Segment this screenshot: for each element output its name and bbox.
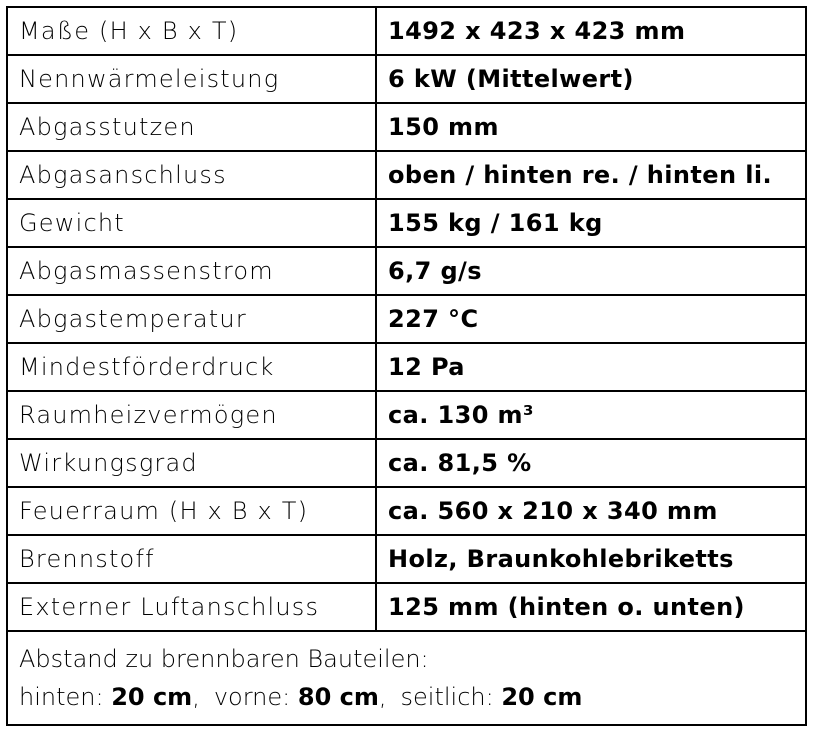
- clearance-front-value: 80 cm: [297, 683, 379, 711]
- spec-label: Raumheizvermögen: [7, 391, 376, 439]
- spec-row-minimum-draught: [7, 343, 806, 391]
- clearance-rear-label: hinten:: [19, 683, 104, 711]
- spec-value: oben / hinten re. / hinten li.: [376, 151, 806, 199]
- spec-label: Mindestförderdruck: [7, 343, 376, 391]
- spec-label: Maße (H x B x T): [7, 7, 376, 55]
- spec-label: Gewicht: [7, 199, 376, 247]
- spec-value: 1492 x 423 x 423 mm: [376, 7, 806, 55]
- spec-row-firebox: [7, 487, 806, 535]
- spec-row-flue-outlet: [7, 103, 806, 151]
- spec-row-flue-gas-temperature: [7, 295, 806, 343]
- spec-label: Feuerraum (H x B x T): [7, 487, 376, 535]
- spec-label: Wirkungsgrad: [7, 439, 376, 487]
- spec-row-room-heating-capacity: [7, 391, 806, 439]
- spec-label: Abgasanschluss: [7, 151, 376, 199]
- spec-value: ca. 81,5 %: [376, 439, 806, 487]
- spec-row-external-air-supply: [7, 583, 806, 631]
- clearance-side-value: 20 cm: [501, 683, 583, 711]
- spec-label: Brennstoff: [7, 535, 376, 583]
- clearance-front-label: vorne:: [213, 683, 291, 711]
- spec-row-clearance: [7, 631, 806, 725]
- spec-row-dimensions: [7, 7, 806, 55]
- spec-row-efficiency: [7, 439, 806, 487]
- spec-table-body: [7, 7, 806, 725]
- spec-row-flue-gas-mass-flow: [7, 247, 806, 295]
- spec-row-weight: [7, 199, 806, 247]
- spec-label: Abgasmassenstrom: [7, 247, 376, 295]
- spec-value: 125 mm (hinten o. unten): [376, 583, 806, 631]
- spec-value: ca. 560 x 210 x 340 mm: [376, 487, 806, 535]
- spec-label: Nennwärmeleistung: [7, 55, 376, 103]
- clearance-values: hinten: 20 cm, vorne: 80 cm, seitlich: 20 cm: [19, 683, 583, 711]
- spec-value: 150 mm: [376, 103, 806, 151]
- spec-label: Externer Luftanschluss: [7, 583, 376, 631]
- spec-value: 155 kg / 161 kg: [376, 199, 806, 247]
- spec-value: 227 °C: [376, 295, 806, 343]
- spec-value: Holz, Braunkohlebriketts: [376, 535, 806, 583]
- clearance-heading: Abstand zu brennbaren Bauteilen:: [19, 645, 429, 673]
- spec-table: [6, 6, 807, 726]
- clearance-note: [7, 631, 806, 725]
- spec-row-flue-connection: [7, 151, 806, 199]
- spec-value: 6 kW (Mittelwert): [376, 55, 806, 103]
- spec-row-fuel: [7, 535, 806, 583]
- spec-row-nominal-heat-output: [7, 55, 806, 103]
- spec-value: ca. 130 m³: [376, 391, 806, 439]
- spec-label: Abgastemperatur: [7, 295, 376, 343]
- clearance-side-label: seitlich:: [400, 683, 494, 711]
- spec-value: 12 Pa: [376, 343, 806, 391]
- spec-value: 6,7 g/s: [376, 247, 806, 295]
- clearance-rear-value: 20 cm: [111, 683, 193, 711]
- spec-label: Abgasstutzen: [7, 103, 376, 151]
